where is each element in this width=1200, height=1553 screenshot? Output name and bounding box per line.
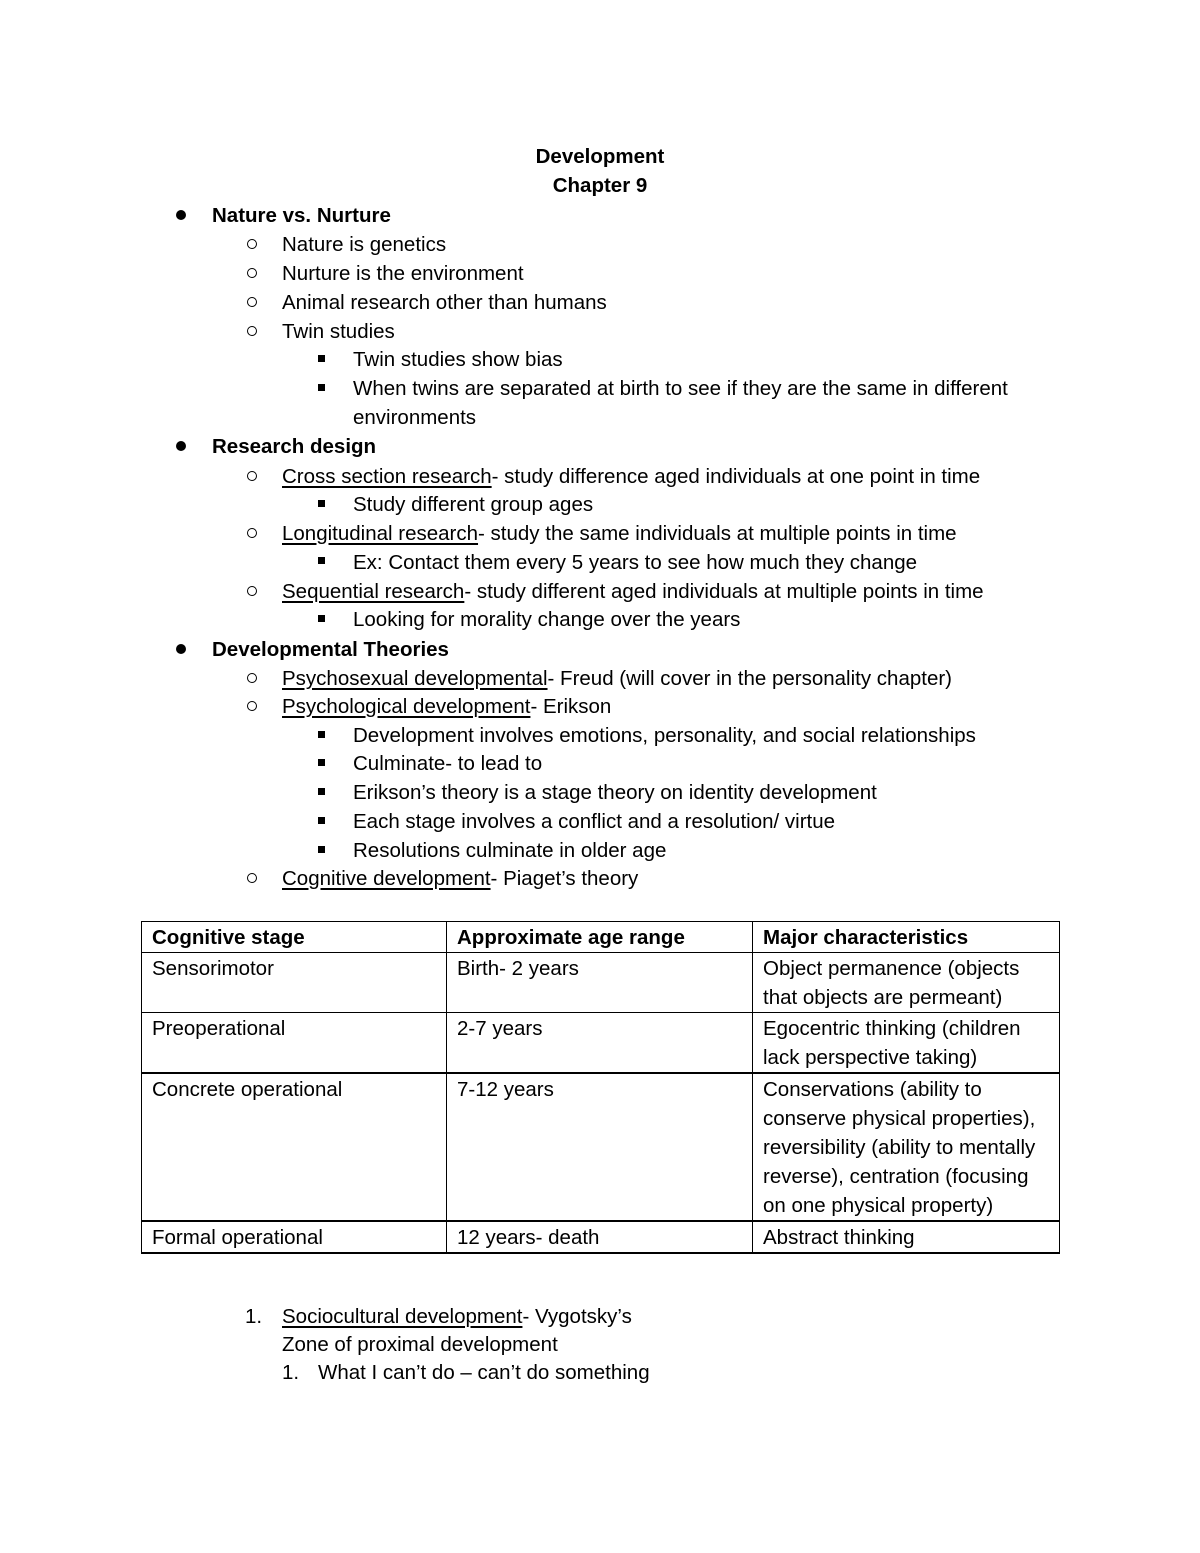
sub-list-item: Twin studies show bias: [353, 348, 563, 371]
square-bullet-icon: [318, 817, 325, 824]
circle-bullet-icon: [247, 326, 257, 336]
table-cell: 7-12 years: [447, 1073, 753, 1221]
sub-list-item: Culminate- to lead to: [353, 752, 543, 775]
term: Psychosexual developmental: [282, 667, 548, 690]
circle-bullet-icon: [247, 701, 257, 711]
list-item: [282, 462, 980, 491]
square-bullet-icon: [318, 846, 325, 853]
circle-bullet-icon: [247, 673, 257, 683]
square-bullet-icon: [318, 355, 325, 362]
sub-list-item: Development involves emotions, personality, and social relationships: [353, 724, 976, 747]
sub-list-item: Erikson’s theory is a stage theory on identity development: [353, 781, 877, 804]
square-bullet-icon: [318, 557, 325, 564]
square-bullet-icon: [318, 788, 325, 795]
circle-bullet-icon: [247, 268, 257, 278]
sub-list-item: Looking for morality change over the years: [353, 608, 741, 631]
table-row: [142, 1073, 1060, 1221]
definition: - study difference aged individuals at one point in time: [491, 465, 981, 488]
table-cell: Object permanence (objects that objects are permeant): [753, 953, 1060, 1013]
list-item: Twin studies: [282, 320, 395, 343]
sub-list-item: Ex: Contact them every 5 years to see how much they change: [353, 551, 918, 574]
square-bullet-icon: [318, 384, 325, 391]
term: Cognitive development: [282, 867, 491, 890]
table-cell: Preoperational: [142, 1013, 447, 1074]
sub-list-item: Each stage involves a conflict and a resolution/ virtue: [353, 810, 836, 833]
circle-bullet-icon: [247, 239, 257, 249]
definition: - study the same individuals at multiple points in time: [478, 522, 957, 545]
circle-bullet-icon: [247, 297, 257, 307]
square-bullet-icon: [318, 759, 325, 766]
table-cell: Formal operational: [142, 1221, 447, 1253]
list-item: [282, 577, 984, 606]
list-item: Nature is genetics: [282, 233, 447, 256]
section-heading: Nature vs. Nurture: [212, 204, 391, 227]
table-cell: Concrete operational: [142, 1073, 447, 1221]
bullet-icon: [176, 441, 186, 451]
numbered-item: [282, 1302, 632, 1331]
section-heading: Research design: [212, 435, 377, 458]
term: Longitudinal research: [282, 522, 479, 545]
sub-list-item: Study different group ages: [353, 493, 594, 516]
term: Sociocultural development: [282, 1305, 523, 1328]
circle-bullet-icon: [247, 873, 257, 883]
cognitive-stages-table: [141, 921, 1060, 1254]
sub-list-item: Resolutions culminate in older age: [353, 839, 667, 862]
sub-list-item: When twins are separated at birth to see if they are the same in different: [353, 377, 1008, 400]
section-heading: Developmental Theories: [212, 638, 449, 661]
table-row: [142, 953, 1060, 1013]
table-header-cell: Approximate age range: [447, 922, 753, 953]
list-item: Nurture is the environment: [282, 262, 524, 285]
document-title: Development: [535, 145, 665, 168]
circle-bullet-icon: [247, 471, 257, 481]
list-number: 1.: [245, 1305, 263, 1328]
table-cell: 12 years- death: [447, 1221, 753, 1253]
table-cell: Abstract thinking: [753, 1221, 1060, 1253]
circle-bullet-icon: [247, 586, 257, 596]
term: Sequential research: [282, 580, 465, 603]
square-bullet-icon: [318, 500, 325, 507]
list-item: Animal research other than humans: [282, 291, 607, 314]
document-subtitle: Chapter 9: [552, 174, 648, 197]
table-cell: Birth- 2 years: [447, 953, 753, 1013]
table-cell: Conservations (ability to conserve physical properties), reversibility (ability to mentally reverse), centration (focusing on one physical property): [753, 1073, 1060, 1221]
definition: - study different aged individuals at multiple points in time: [464, 580, 984, 603]
sub-list-number: 1.: [282, 1361, 300, 1384]
table-header-cell: Major characteristics: [753, 922, 1060, 953]
sub-numbered-item: What I can’t do – can’t do something: [318, 1361, 650, 1384]
table-header-row: [142, 922, 1060, 953]
definition: - Erikson: [530, 695, 612, 718]
bullet-icon: [176, 210, 186, 220]
table-cell: Sensorimotor: [142, 953, 447, 1013]
square-bullet-icon: [318, 615, 325, 622]
term: Psychological development: [282, 695, 531, 718]
numbered-item-continued: Zone of proximal development: [282, 1333, 558, 1356]
term: Cross section research: [282, 465, 492, 488]
table-row: [142, 1013, 1060, 1074]
list-item: [282, 519, 957, 548]
list-item: [282, 692, 611, 721]
definition: - Piaget’s theory: [490, 867, 639, 890]
definition: - Vygotsky’s: [522, 1305, 632, 1328]
definition: - Freud (will cover in the personality chapter): [547, 667, 952, 690]
sub-list-item-continued: environments: [353, 406, 477, 429]
bullet-icon: [176, 644, 186, 654]
square-bullet-icon: [318, 731, 325, 738]
table-header-cell: Cognitive stage: [142, 922, 447, 953]
table-cell: 2-7 years: [447, 1013, 753, 1074]
list-item: [282, 864, 638, 893]
list-item: [282, 664, 952, 693]
table-cell: Egocentric thinking (children lack perspective taking): [753, 1013, 1060, 1074]
circle-bullet-icon: [247, 528, 257, 538]
table-row: [142, 1221, 1060, 1253]
